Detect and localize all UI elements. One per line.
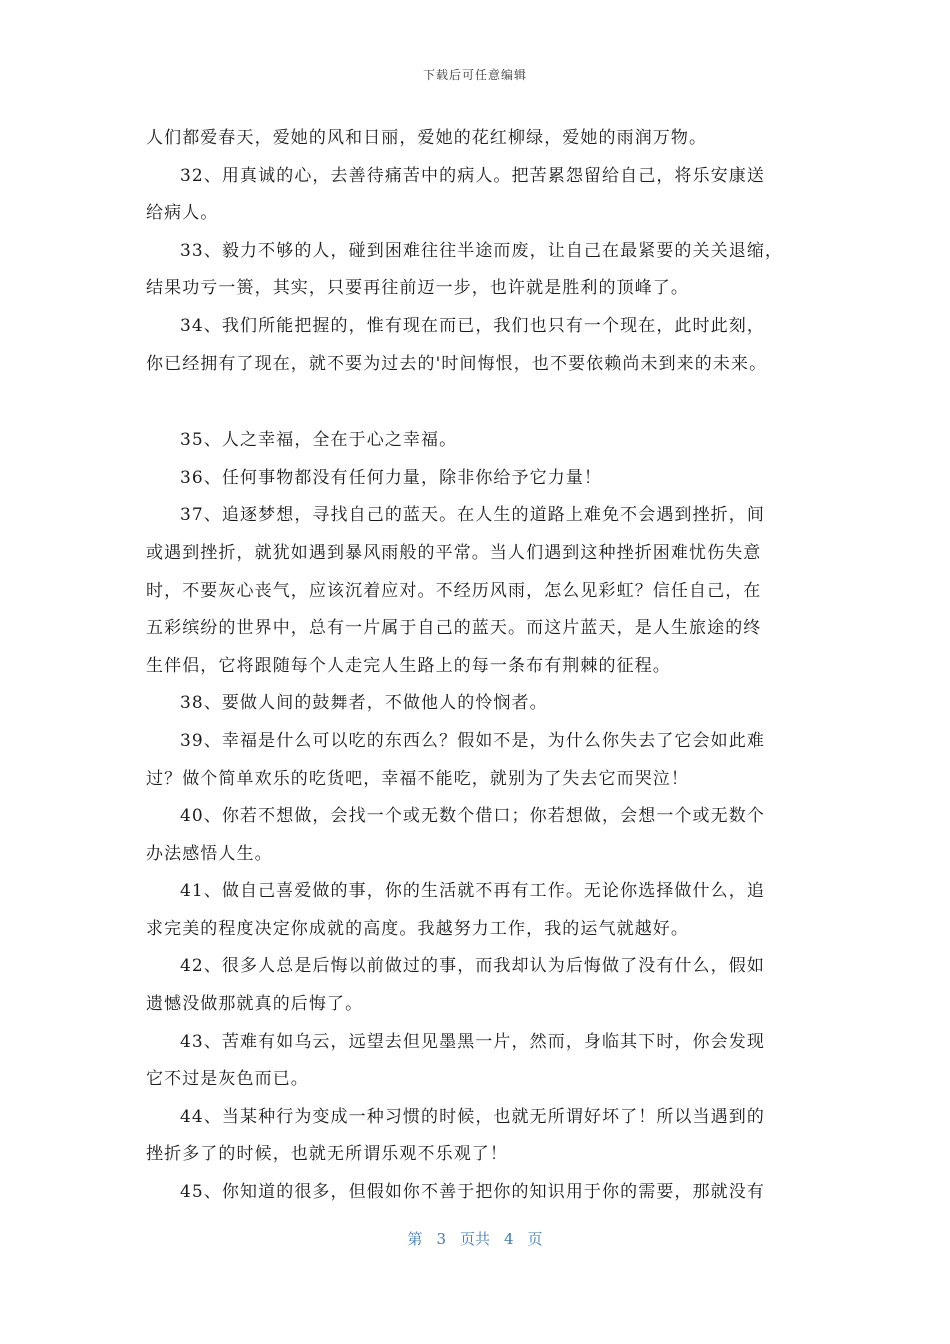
paragraph-line: 求完美的程度决定你成就的高度。我越努力工作，我的运气就越好。: [146, 918, 689, 939]
paragraph-line: 38、要做人间的鼓舞者，不做他人的怜悯者。: [180, 693, 548, 714]
paragraph: [146, 685, 801, 723]
paragraph: [146, 1099, 801, 1174]
paragraph-line: 五彩缤纷的世界中，总有一片属于自己的蓝天。而这片蓝天，是人生旅途的终: [146, 618, 762, 639]
page-footer: [0, 1228, 950, 1249]
paragraph: [146, 1174, 801, 1212]
paragraph-line: 45、你知道的很多，但假如你不善于把你的知识用于你的需要，那就没有: [180, 1182, 765, 1203]
current-page-number: 3: [436, 1230, 446, 1248]
paragraph-line: 结果功亏一篑，其实，只要再往前迈一步，也许就是胜利的顶峰了。: [146, 278, 689, 299]
paragraph-line: 41、做自己喜爱做的事，你的生活就不再有工作。无论你选择做什么，追: [180, 881, 765, 902]
paragraph-line: 39、幸福是什么可以吃的东西么？假如不是，为什么你失去了它会如此难: [180, 730, 765, 751]
paragraph: [146, 158, 801, 233]
paragraph-line: 43、苦难有如乌云，远望去但见墨黑一片，然而，身临其下时，你会发现: [180, 1031, 765, 1052]
paragraph-line: 或遇到挫折，就犹如遇到暴风雨般的平常。当人们遇到这种挫折困难忧伤失意: [146, 542, 762, 563]
paragraph-line: 时，不要灰心丧气，应该沉着应对。不经历风雨，怎么见彩虹？信任自己，在: [146, 580, 762, 601]
paragraph: [146, 497, 801, 685]
paragraph-line: 40、你若不想做，会找一个或无数个借口；你若想做，会想一个或无数个: [180, 806, 765, 827]
paragraph: [146, 723, 801, 798]
paragraph-line: 34、我们所能把握的，惟有现在而已，我们也只有一个现在，此时此刻，: [180, 315, 765, 336]
paragraph-line: 33、毅力不够的人，碰到困难往往半途而废，让自己在最紧要的关关退缩，: [180, 240, 784, 261]
paragraph-line: 遗憾没做那就真的后悔了。: [146, 994, 364, 1015]
paragraph: [146, 422, 801, 460]
paragraph-line: 42、很多人总是后悔以前做过的事，而我却认为后悔做了没有什么，假如: [180, 956, 765, 977]
page-label: 第: [407, 1230, 423, 1248]
page-header: 下载后可任意编辑: [422, 68, 527, 82]
paragraph: [146, 233, 801, 308]
paragraph: [146, 120, 801, 158]
paragraph-line: 35、人之幸福，全在于心之幸福。: [180, 430, 458, 451]
paragraph-line: 给病人。: [146, 203, 219, 224]
paragraph: [146, 873, 801, 948]
paragraph-line: 过？做个简单欢乐的吃货吧，幸福不能吃，就别为了失去它而哭泣！: [146, 768, 689, 789]
paragraph: [146, 948, 801, 1023]
paragraph-line: 挫折多了的时候，也就无所谓乐观不乐观了！: [146, 1144, 508, 1165]
paragraph: [146, 798, 801, 873]
total-pages-number: 4: [504, 1230, 514, 1248]
paragraph-line: 办法感悟人生。: [146, 843, 273, 864]
paragraph-line: 37、追逐梦想，寻找自己的蓝天。在人生的道路上难免不会遇到挫折，间: [180, 505, 765, 526]
paragraph-line: 人们都爱春天，爱她的风和日丽，爱她的花红柳绿，爱她的雨润万物。: [146, 128, 708, 148]
paragraph-line: 32、用真诚的心，去善待痛苦中的病人。把苦累怨留给自己，将乐安康送: [180, 165, 765, 186]
of-label: 页共: [459, 1230, 490, 1248]
paragraph: [146, 308, 801, 383]
paragraph-line: 你已经拥有了现在，就不要为过去的'时间悔恨，也不要依赖尚未到来的未来。: [146, 353, 768, 374]
page-suffix: 页: [527, 1230, 543, 1248]
paragraph-line: 它不过是灰色而已。: [146, 1069, 309, 1090]
paragraph-line: 44、当某种行为变成一种习惯的时候，也就无所谓好坏了！所以当遇到的: [180, 1106, 765, 1127]
paragraph: [146, 460, 801, 498]
document-body: [146, 120, 801, 1212]
paragraph: [146, 1024, 801, 1099]
paragraph-line: 36、任何事物都没有任何力量，除非你给予它力量！: [180, 467, 603, 488]
paragraph-line: 生伴侣，它将跟随每个人走完人生路上的每一条布有荆棘的征程。: [146, 655, 671, 676]
